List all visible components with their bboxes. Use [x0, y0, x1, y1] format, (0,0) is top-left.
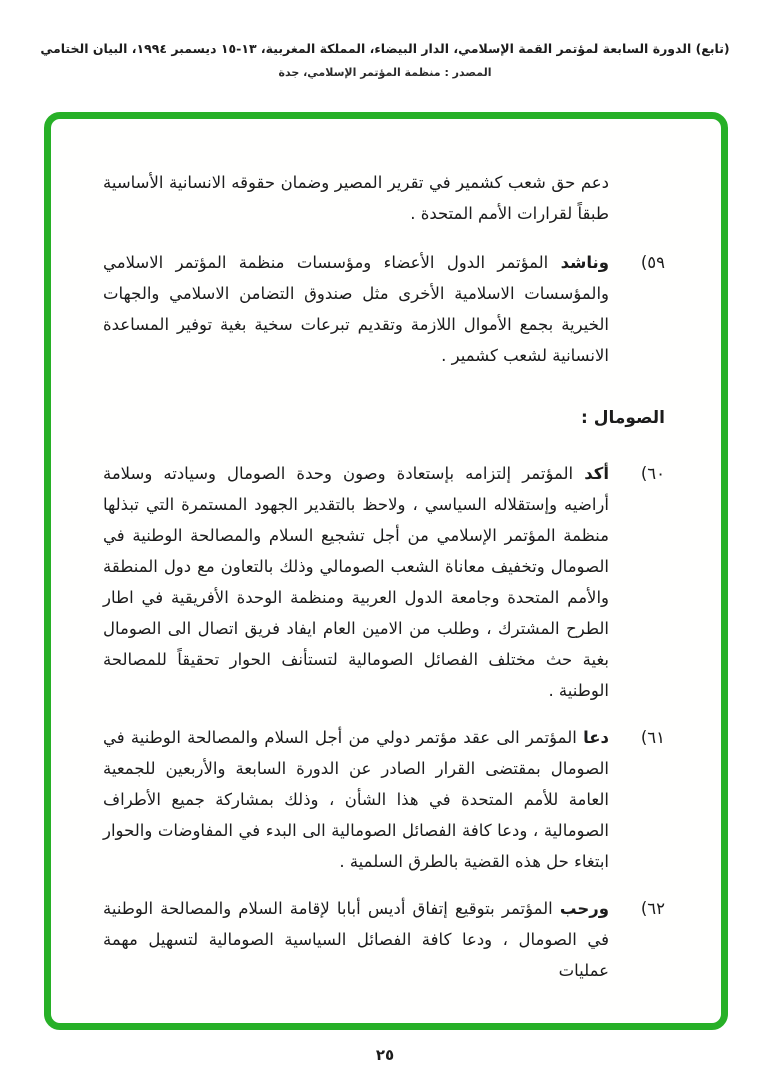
continuation-paragraph: دعم حق شعب كشمير في تقرير المصير وضمان حقوقه الانسانية الأساسية طبقاً لقرارات الأمم المتحدة . [103, 173, 609, 223]
numbered-item-61 [103, 722, 665, 877]
item-lead-word: أكد [584, 464, 609, 483]
item-number: (٦٢ [640, 899, 665, 918]
item-rest-text: المؤتمر بتوقيع إتفاق أديس أبابا لإقامة السلام والمصالحة الوطنية في الصومال ، ودعا كافة الفصائل السياسية الصومالية لتسهيل مهمة عمليات [103, 899, 609, 980]
item-lead-word: دعا [583, 728, 610, 747]
numbered-item-62 [103, 893, 665, 986]
item-text [103, 893, 609, 986]
item-rest-text: المؤتمر الدول الأعضاء ومؤسسات منظمة المؤتمر الاسلامي والمؤسسات الاسلامية الأخرى مثل صندوق التضامن الاسلامي والجهات الخيرية بجمع الأموال اللازمة وتقديم تبرعات سخية بغية توفير المساعدة الانسانية لشعب كشمير . [103, 253, 609, 365]
item-rest-text: المؤتمر إلتزامه بإستعادة وصون وحدة الصومال وسيادته وسلامة أراضيه وإستقلاله السياسي ، ولاحظ بالتقدير الجهود المستمرة التي تبذلها منظمة المؤتمر الإسلامي من أجل تشجيع السلام والمصالحة الوطنية في الصومال وتخفيف معاناة الشعب الصومالي وذلك بالتعاون مع دول المنطقة والأمم المتحدة وجامعة الدول العربية ومنظمة الوحدة الأفريقية في اطار الطرح المشترك ، وطلب من الامين العام ايفاد فريق اتصال الى الصومال بغية حث مختلف الفصائل الصومالية لتستأنف الحوار تحقيقاً للمصالحة الوطنية . [103, 464, 609, 700]
document-body [51, 119, 721, 986]
item-number: (٥٩ [640, 253, 665, 272]
green-border-frame [44, 112, 728, 1030]
numbered-item-59 [103, 247, 665, 371]
numbered-item-60 [103, 458, 665, 706]
item-text [103, 722, 609, 877]
item-number: (٦١ [640, 728, 665, 747]
document-header [0, 40, 770, 79]
item-lead-word: وناشد [560, 253, 609, 272]
item-rest-text: المؤتمر الى عقد مؤتمر دولي من أجل السلام والمصالحة الوطنية في الصومال بمقتضى القرار الصادر عن الدورة السابعة والأربعين للجمعية العامة للأمم المتحدة في هذا الشأن ، وذلك بمشاركة جميع الأطراف الصومالية ، ودعا كافة الفصائل الصومالية الى البدء في المفاوضات والحوار ابتغاء حل هذه القضية بالطرق السلمية . [103, 728, 609, 871]
item-text [103, 458, 609, 706]
item-lead-word: ورحب [559, 899, 609, 918]
item-text [103, 247, 609, 371]
section-heading-somalia: الصومال : [581, 408, 665, 428]
page-number: ٢٥ [375, 1046, 395, 1064]
item-number: (٦٠ [640, 464, 665, 483]
header-source: المصدر : منظمة المؤتمر الإسلامي، جدة [278, 65, 492, 79]
header-title: (تابع) الدورة السابعة لمؤتمر القمة الإسلامي، الدار البيضاء، المملكة المغربية، ١٣-١٥ ديسمبر ١٩٩٤، البيان الختامي [40, 41, 730, 56]
